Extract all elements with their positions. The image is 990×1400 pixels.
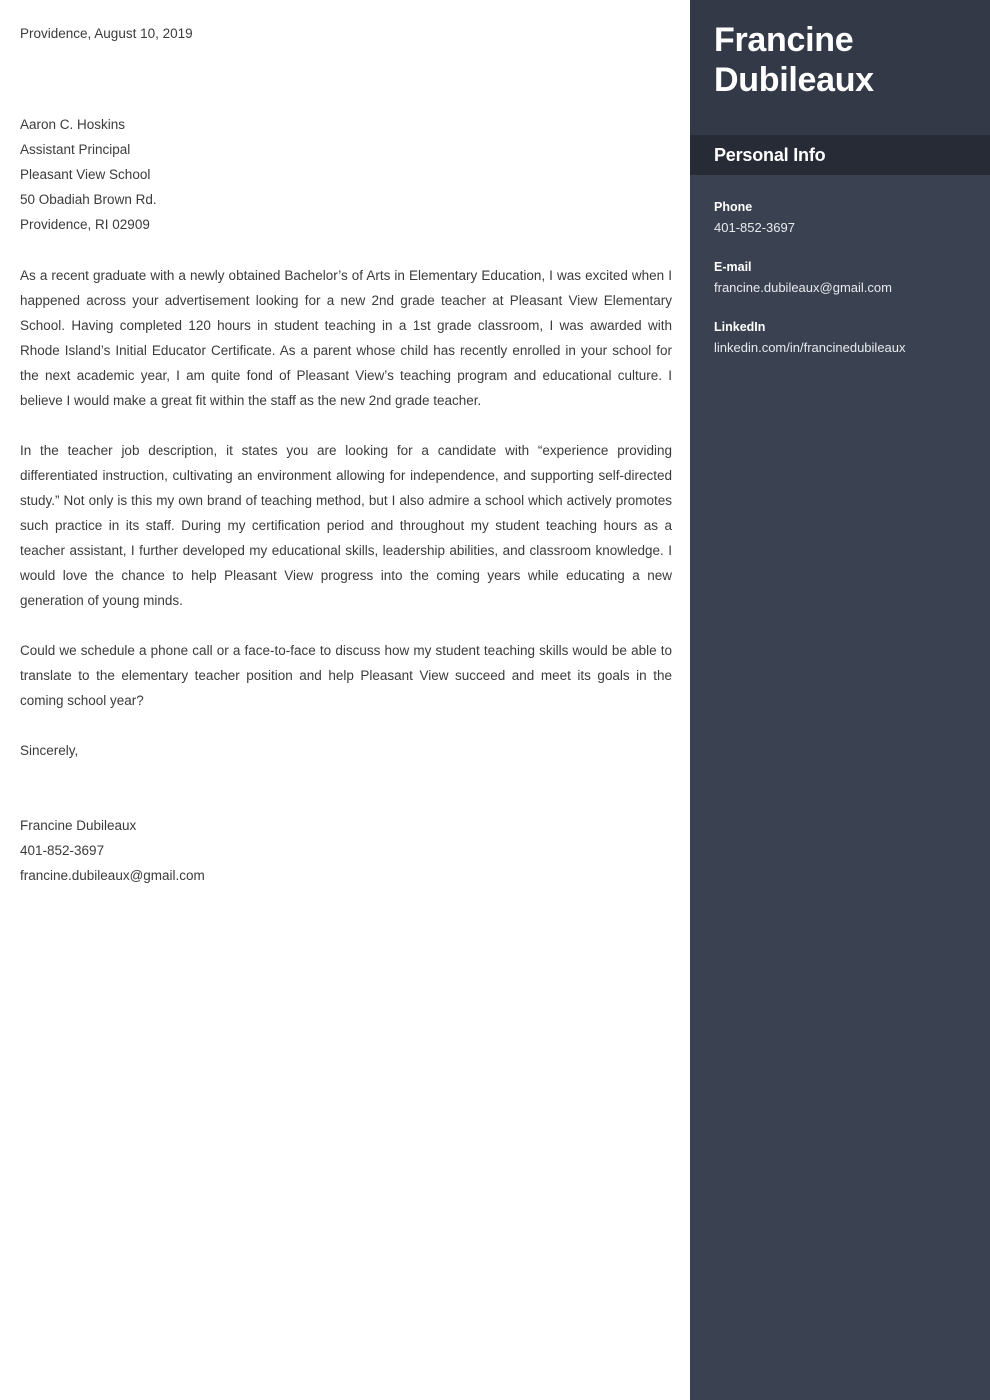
recipient-organization: Pleasant View School (20, 167, 151, 183)
personal-info-list (690, 175, 990, 1400)
signature-email: francine.dubileaux@gmail.com (20, 868, 205, 884)
letter-paragraph-3: Could we schedule a phone call or a face-to-face to discuss how my student teaching skills would be able to translate to the elementary teacher position and help Pleasant View succeed and meet its goals in the coming school year? (20, 643, 672, 709)
recipient-name: Aaron C. Hoskins (20, 117, 126, 133)
recipient-street: 50 Obadiah Brown Rd. (20, 192, 157, 208)
candidate-name: Francine Dubileaux (714, 21, 874, 100)
sidebar (690, 0, 990, 1400)
contact-label-linkedin: LinkedIn (714, 320, 766, 335)
contact-label-email: E-mail (714, 260, 752, 275)
personal-info-heading-bar (690, 135, 990, 175)
letter-paragraph-1: As a recent graduate with a newly obtained Bachelor’s of Arts in Elementary Education, I was excited when I happened across your advertisement looking for a new 2nd grade teacher at Pleasant View Elementary School. Having completed 120 hours in student teaching in a 1st grade classroom, I was awarded with Rhode Island’s Initial Educator Certificate. As a parent whose child has recently enrolled in your school for the next academic year, I am quite fond of Pleasant View’s teaching program and educational culture. I believe I would make a great fit within the staff as the new 2nd grade teacher. (20, 268, 672, 409)
sidebar-name-banner (690, 0, 990, 135)
letter-closing: Sincerely, (20, 743, 79, 759)
contact-value-email[interactable]: francine.dubileaux@gmail.com (714, 280, 892, 296)
personal-info-heading: Personal Info (714, 144, 826, 165)
contact-label-phone: Phone (714, 200, 753, 214)
contact-item-phone (714, 197, 966, 238)
signature-block (20, 813, 672, 888)
recipient-address-block (20, 112, 672, 237)
recipient-title: Assistant Principal (20, 142, 131, 158)
contact-item-email (714, 257, 966, 298)
signature-name: Francine Dubileaux (20, 818, 137, 834)
contact-value-linkedin[interactable]: linkedin.com/in/francinedubileaux (714, 340, 906, 356)
signature-phone: 401-852-3697 (20, 843, 105, 859)
contact-item-linkedin (714, 317, 966, 358)
contact-value-phone[interactable]: 401-852-3697 (714, 220, 795, 235)
recipient-city-state: Providence, RI 02909 (20, 217, 150, 233)
letter-paragraph-2: In the teacher job description, it states you are looking for a candidate with “experience providing differentiated instruction, cultivating an environment allowing for independence, and supporting self-directed study.” Not only is this my own brand of teaching method, but I also admire a school which actively promotes such practice in its staff. During my certification period and throughout my student teaching hours as a teacher assistant, I further developed my educational skills, leadership abilities, and classroom knowledge. I would love the chance to help Pleasant View progress into the coming years while educating a new generation of young minds. (20, 443, 672, 609)
letter-date: Providence, August 10, 2019 (20, 26, 193, 41)
